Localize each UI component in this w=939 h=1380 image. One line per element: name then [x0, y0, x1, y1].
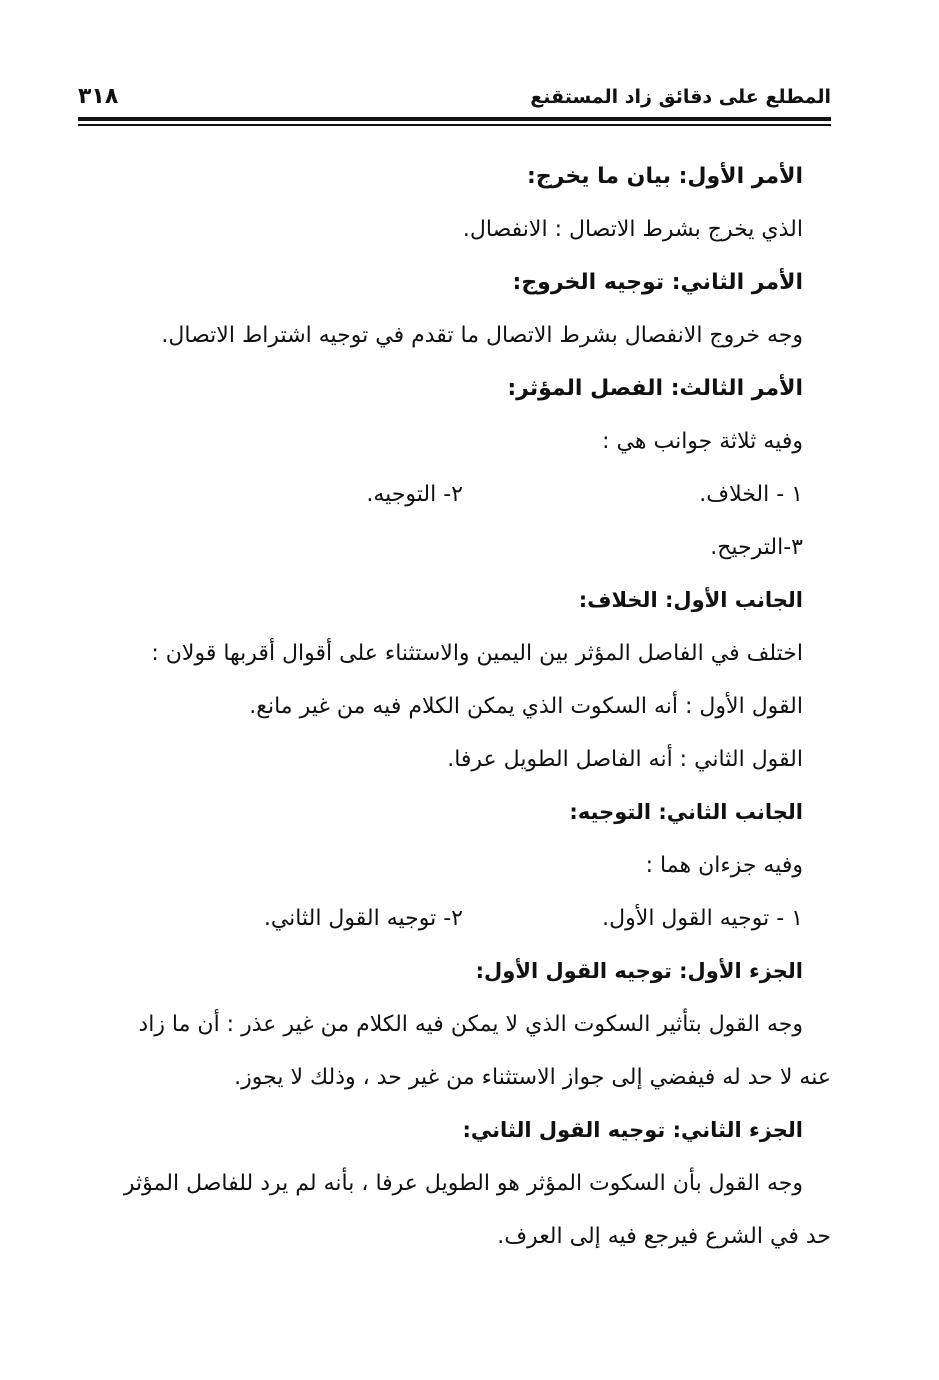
paragraph-7: وفيه جزءان هما : — [645, 853, 803, 878]
list-row-1 — [78, 468, 803, 521]
paragraph-3: وفيه ثلاثة جوانب هي : — [602, 429, 803, 454]
section-heading-2: الأمر الثاني: توجيه الخروج: — [512, 270, 803, 295]
paragraph-8-line-2: عنه لا حد له فيفضي إلى جواز الاستثناء من غير حد ، وذلك لا يجوز. — [234, 1065, 831, 1090]
header-rule-thick — [78, 117, 831, 121]
header-rule-thin — [78, 124, 831, 126]
subsection-heading-2: الجانب الثاني: التوجيه: — [569, 800, 803, 824]
paragraph-1: الذي يخرج بشرط الاتصال : الانفصال. — [462, 217, 803, 242]
section-heading-3: الأمر الثالث: الفصل المؤثر: — [507, 376, 803, 401]
section-heading-1: الأمر الأول: بيان ما يخرج: — [527, 164, 803, 189]
page-body — [78, 150, 831, 1263]
page-number: ٣١٨ — [78, 84, 119, 109]
book-title: المطلع على دقائق زاد المستقنع — [530, 86, 831, 108]
list-item: ٢- التوجيه. — [366, 482, 463, 507]
paragraph-5: القول الأول : أنه السكوت الذي يمكن الكلام فيه من غير مانع. — [249, 694, 803, 719]
running-header — [78, 82, 831, 118]
paragraph-2: وجه خروج الانفصال بشرط الاتصال ما تقدم في توجيه اشتراط الاتصال. — [161, 323, 803, 348]
list-item: ٣-الترجيح. — [710, 535, 803, 560]
list-row-2 — [78, 892, 803, 945]
subsection-heading-3: الجزء الأول: توجيه القول الأول: — [475, 959, 803, 983]
paragraph-9-line-2: حد في الشرع فيرجع فيه إلى العرف. — [497, 1224, 831, 1249]
paragraph-9-line-1: وجه القول بأن السكوت المؤثر هو الطويل عرفا ، بأنه لم يرد للفاصل المؤثر — [123, 1171, 803, 1196]
subsection-heading-4: الجزء الثاني: توجيه القول الثاني: — [462, 1118, 803, 1142]
list-item: ١ - توجيه القول الأول. — [602, 906, 803, 931]
list-item: ١ - الخلاف. — [699, 482, 803, 507]
subsection-heading-1: الجانب الأول: الخلاف: — [578, 588, 803, 612]
list-item: ٢- توجيه القول الثاني. — [263, 906, 463, 931]
paragraph-6: القول الثاني : أنه الفاصل الطويل عرفا. — [447, 747, 803, 772]
paragraph-8-line-1: وجه القول بتأثير السكوت الذي لا يمكن فيه الكلام من غير عذر : أن ما زاد — [138, 1012, 803, 1037]
paragraph-4: اختلف في الفاصل المؤثر بين اليمين والاستثناء على أقوال أقربها قولان : — [151, 641, 803, 666]
